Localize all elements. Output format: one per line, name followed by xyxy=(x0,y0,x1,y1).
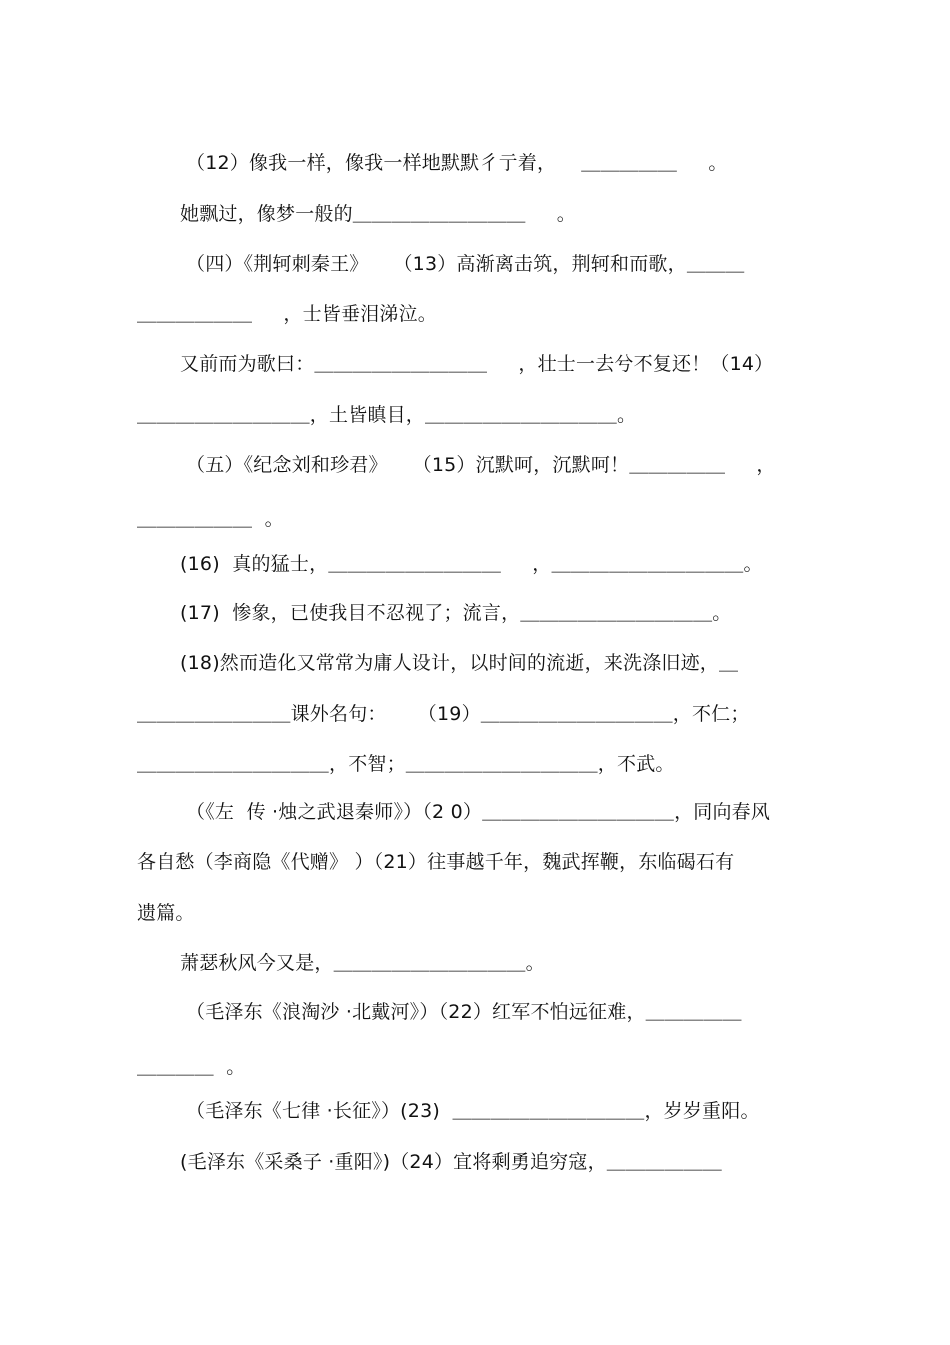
text-line: （五）《纪念刘和珍君》 （15）沉默呵，沉默呵！＿＿＿＿＿ ， xyxy=(186,454,776,476)
text-line: (18)然而造化又常常为庸人设计，以时间的流逝，来洗涤旧迹，＿ xyxy=(180,652,739,674)
text-line: (毛泽东《采桑子 ·重阳》)（24）宜将剩勇追穷寇，＿＿＿＿＿＿ xyxy=(180,1151,722,1173)
text-line: ＿＿＿＿＿＿ ，士皆垂泪涕泣。 xyxy=(137,303,437,325)
text-line: 她飘过，像梦一般的＿＿＿＿＿＿＿＿＿ 。 xyxy=(180,203,576,225)
text-line: ＿＿＿＿＿＿＿＿＿，土皆瞋目，＿＿＿＿＿＿＿＿＿＿。 xyxy=(137,404,637,426)
text-line: (17) 惨象，已使我目不忍视了；流言，＿＿＿＿＿＿＿＿＿＿。 xyxy=(180,602,732,624)
text-line: 萧瑟秋风今又是，＿＿＿＿＿＿＿＿＿＿。 xyxy=(180,952,545,974)
text-line: （四）《荆轲刺秦王》 （13）高渐离击筑，荆轲和而歌，＿＿＿ xyxy=(186,253,745,275)
text-line: （12）像我一样，像我一样地默默彳亍着， ＿＿＿＿＿ 。 xyxy=(186,152,728,174)
text-line: ＿＿＿＿ 。 xyxy=(137,1056,246,1078)
text-line: （毛泽东《浪淘沙 ·北戴河》）（22）红军不怕远征难，＿＿＿＿＿ xyxy=(186,1001,742,1023)
text-line: ＿＿＿＿＿＿＿＿＿＿，不智；＿＿＿＿＿＿＿＿＿＿，不武。 xyxy=(137,753,675,775)
text-line: 各自愁（李商隐《代赠》 ）（21）往事越千年，魏武挥鞭，东临碣石有 xyxy=(137,851,735,873)
text-line: （毛泽东《七律 ·长征》）(23) ＿＿＿＿＿＿＿＿＿＿，岁岁重阳。 xyxy=(186,1100,760,1122)
text-line: 又前而为歌曰：＿＿＿＿＿＿＿＿＿ ，壮士一去兮不复还！（14） xyxy=(180,353,774,375)
text-line: ＿＿＿＿＿＿＿＿课外名句： （19）＿＿＿＿＿＿＿＿＿＿，不仁； xyxy=(137,703,750,725)
text-line: (16) 真的猛士，＿＿＿＿＿＿＿＿＿ ，＿＿＿＿＿＿＿＿＿＿。 xyxy=(180,553,763,575)
text-line: ＿＿＿＿＿＿ 。 xyxy=(137,508,284,530)
text-line: （《左 传 ·烛之武退秦师》）（2 0）＿＿＿＿＿＿＿＿＿＿，同向春风 xyxy=(186,801,771,823)
text-line: 遗篇。 xyxy=(137,902,195,924)
